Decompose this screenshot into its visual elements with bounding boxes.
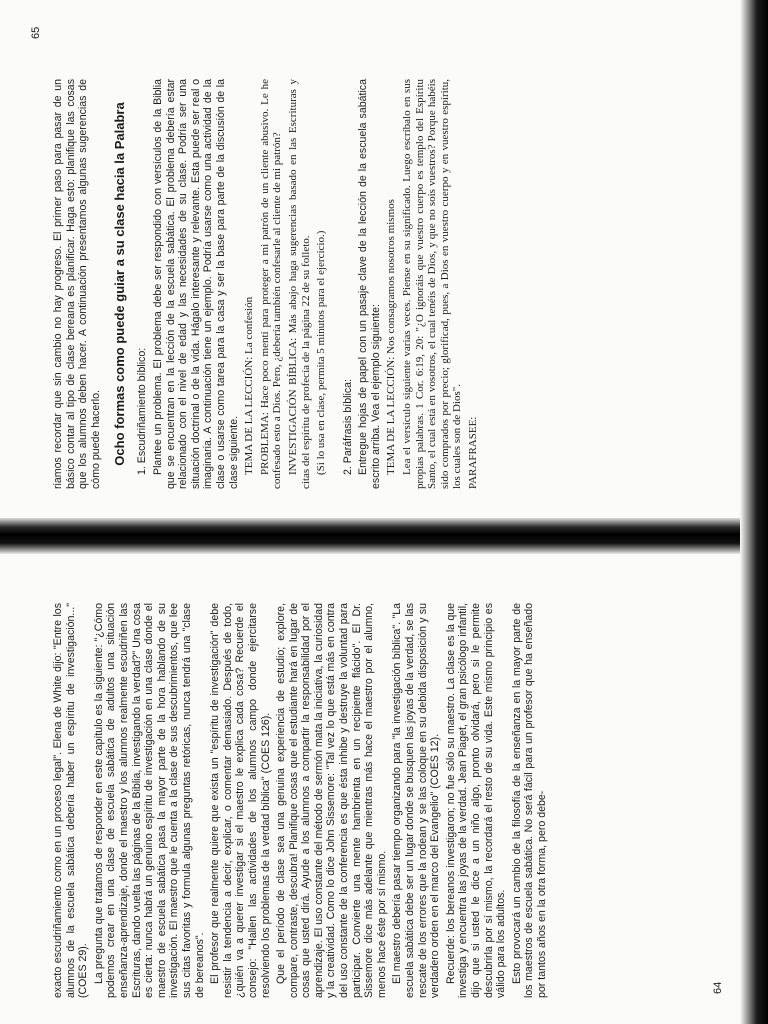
- paragraph: exacto escudriñamiento como en un proceso legal". Elena de White dijo: "Entre los alumnos de la escuela sabática debería haber un espíritu de investigación..." (COES 29).: [52, 603, 90, 998]
- paragraph: Recuerde: los bereanos investigaron; no fue sólo su maestro. La clase es la que investiga y encuentra las joyas de la verdad. Jean Piaget, el gran psicólogo infantil, dijo que si usted le dice a un niño algo, pronto olvidará, pero si le permite descubrirla por sí mismo, la recordará el resto de su vida. Este mismo principio es válido para los adultos.: [444, 603, 508, 998]
- paragraph: Esto provocará un cambio de la filosofía de la enseñanza en la mayor parte de los maestros de escuela sabática. No será fácil para un profesor que ha enseñado por tantos años en la otra forma, pero debe-: [510, 603, 548, 998]
- problem-text: PROBLEMA: Hace poco mentí para proteger a mi patrón de un cliente abusivo. Le he confesado esto a Dios. Pero, ¿debería también confesarle al cliente de mi patrón?: [258, 79, 284, 489]
- book-gutter-shadow: [0, 518, 768, 554]
- right-page-column: [52, 79, 702, 489]
- lesson-topic: TEMA DE LA LECCIÓN: Nos consagramos nosotros mismos: [385, 199, 398, 475]
- research-text: INVESTIGACIÓN BÍBLICA: Más abajo haga sugerencias basado en las Escrituras y citas del espíritu de profecía de la página 22 de su folleto.: [286, 79, 312, 489]
- lesson-topic: TEMA DE LA LECCIÓN: La confesión: [243, 296, 256, 475]
- item-heading: 1. Escudriñamiento bíblico:: [136, 347, 149, 475]
- paragraph: El maestro debería pasar tiempo organizando para "la investigación bíblica". "La escuela sabática debe ser un lugar donde se busquen las joyas de la verdad, se las rescate de los errores que la rodean y se las coloque en su debida disposición y su verdadero orden en el marco del Evangelio" (COES 12).: [391, 603, 442, 998]
- page-number-left: 64: [712, 981, 724, 994]
- paragraph: Plantee un problema. El problema debe ser respondido con versículos de la Biblia que se encuentran en la lección de la escuela sabática. El problema debería estar relacionado con el nivel de edad y las necesidades de su clase. Podría ser una situación doctrinal o de la vida. Hágalo interesante y relevante. Esta puede ser real o imaginaria. A continuación tiene un ejemplo. Podría usarse como una actividad de la clase o usarse como tarea para la casa y ser la base para parte de la discusión de la clase siguiente.: [151, 79, 240, 489]
- paraphrase-label: PARAFRASEE:: [467, 416, 480, 489]
- note-text: (Si lo usa en clase, permita 5 minutos para el ejercicio.): [315, 230, 328, 475]
- page-number-right: 65: [30, 26, 42, 39]
- paragraph: La pregunta que tratamos de responder en este capítulo es la siguiente: "¿Cómo podemos crear en una clase de escuela sabática de adultos una situación enseñanza-aprendizaje, donde el maestro y los alumnos realmente escudriñen las Escrituras, dando vuelta las páginas de la Biblia, investigando la verdad?" Una cosa es cierta: nunca habrá un genuino espíritu de investigación en una clase donde el maestro de escuela sabática pasa la mayor parte de la hora hablando de su investigación. El maestro que le cuenta a la clase de sus descubrimientos, que lee sus citas favoritas y formula algunas preguntas retóricas, nunca tendrá una "clase de bereanos".: [92, 603, 206, 998]
- paragraph: riamos recordar que sin cambio no hay progreso. El primer paso para pasar de un básico contar al tipo de clase bereana es planificar. Haga esto: planifique las cosas que los alumnos deben hacer. A continuación presentamos algunas sugerencias de cómo puede hacerlo.: [52, 79, 102, 489]
- paragraph: Entregue hojas de papel con un pasaje clave de la lección de la escuela sabática escrito arriba. Vea el ejemplo siguiente:: [357, 79, 382, 489]
- item-heading: 2. Paráfrasis bíblica:: [341, 379, 354, 475]
- section-title: Ocho formas como puede guiar a su clase hacia la Palabra: [112, 102, 128, 466]
- paragraph: El profesor que realmente quiere que exista un "espíritu de investigación" debe resistir la tendencia a decir, explicar, o comentar demasiado. Después de todo, ¿quién va a querer investigar si el maestro le explica cada cosa? Recuerde el consejo: "Hallen las actividades de los alumnos campo donde ejercitarse resolviendo los problemas de la verdad bíblica" (COES 126).: [209, 603, 272, 998]
- verse-text: Lea el versículo siguiente varias veces. Piense en su significado. Luego escríbalo en sus propias palabras. 1 Cor. 6:19, 20: "¿O ignoráis que vuestro cuerpo es templo del Espíritu Santo, el cual está en vosotros, el cual tenéis de Dios, y que no sois vuestros? Porque habéis sido comprados por precio; glorificad, pues, a Dios en vuestro cuerpo y en vuestro espíritu, los cuales son de Dios".: [401, 79, 464, 489]
- left-page-column: [52, 603, 702, 998]
- paragraph: Que el período de clase sea una genuina experiencia de estudio; explore, compare, contraste, descubra! Planifique cosas que el estudiante hará en lugar de cosas que usted dirá. Ayude a los alumnos a compartir la responsabilidad por el aprendizaje. El uso constante del método de sermón mata la iniciativa, la curiosidad y la creatividad. Como lo dice John Sissemore: "Tal vez lo que está más en contra del uso constante de la conferencia es que ésta inhibe y destruye la voluntad para participar. Convierte una mente hambrienta en un recipiente flácido". El Dr. Sissemore dice más adelante que mientras más hace el maestro por el alumno, menos hace éste por sí mismo.: [275, 603, 388, 998]
- page-edge-shadow: [740, 0, 768, 1024]
